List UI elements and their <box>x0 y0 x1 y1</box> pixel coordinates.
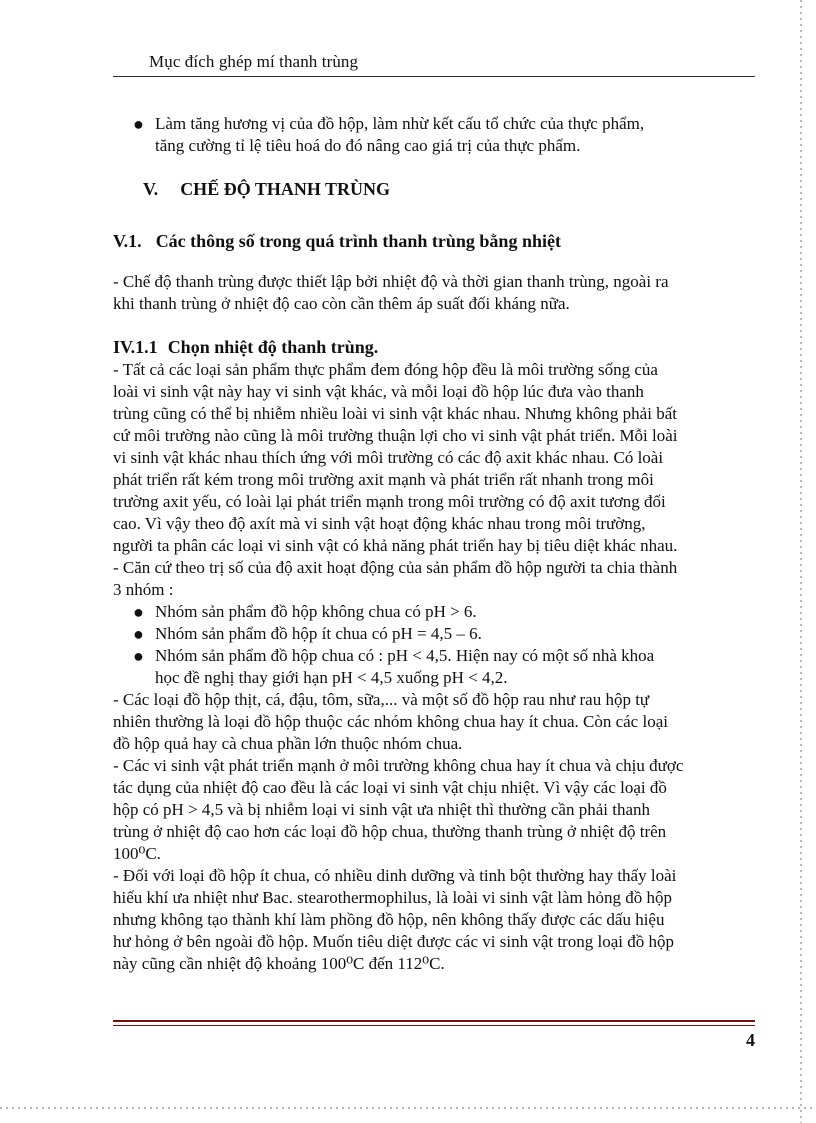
paragraph-line: đồ hộp quả hay cà chua phần lớn thuộc nhóm chua. <box>113 734 463 753</box>
footer-rule-bottom <box>113 1025 755 1026</box>
paragraph-line: tác dụng của nhiệt độ cao đều là các loại vi sinh vật chịu nhiệt. Vì vậy các loại đồ <box>113 778 667 797</box>
paragraph-line: - Đối với loại đồ hộp ít chua, có nhiều dinh dưỡng và tinh bột thường hay thấy loài <box>113 866 677 885</box>
paragraph-line: nhiên thường là loại đồ hộp thuộc các nhóm không chua hay ít chua. Còn các loại <box>113 712 668 731</box>
paragraph-3 <box>113 689 755 975</box>
header-rule <box>113 76 755 77</box>
group-line: Nhóm sản phẩm đồ hộp không chua có pH > 6. <box>155 602 477 621</box>
paragraph-line: trùng cũng có thể bị nhiễm nhiều loài vi sinh vật khác nhau. Nhưng không phải bất <box>113 404 677 423</box>
group-line: học đề nghị thay giới hạn pH < 4,5 xuống pH < 4,2. <box>155 668 508 687</box>
page-content <box>113 113 755 975</box>
bullet-icon: ● <box>133 602 144 622</box>
paragraph-line: - Tất cả các loại sản phẩm thực phẩm đem đóng hộp đều là môi trường sống của <box>113 360 658 379</box>
paragraph-line: 100⁰C. <box>113 844 161 863</box>
bullet-icon: ● <box>133 646 144 666</box>
paragraph-line: cao. Vì vậy theo độ axít mà vi sinh vật hoạt động khác nhau trong môi trường, <box>113 514 646 533</box>
page-number: 4 <box>746 1030 755 1050</box>
subsection-number: IV.1.1 <box>113 337 158 357</box>
paragraph-line: phát triển rất kém trong môi trường axit mạnh và phát triển rất nhanh trong môi <box>113 470 654 489</box>
subsection-title: Chọn nhiệt độ thanh trùng. <box>167 337 379 357</box>
paragraph-line: 3 nhóm : <box>113 580 174 599</box>
paragraph-line: hộp có pH > 4,5 và bị nhiễm loại vi sinh vật ưa nhiệt thì thường cần phải thanh <box>113 800 650 819</box>
paragraph-line: trùng ở nhiệt độ cao hơn các loại đồ hộp chua, thường thanh trùng ở nhiệt độ trên <box>113 822 667 841</box>
page-border-right <box>800 0 802 1123</box>
bullet-icon: ● <box>133 624 144 644</box>
section-v1-number: V.1. <box>113 231 142 251</box>
paragraph-line: hiếu khí ưa nhiệt như Bac. stearothermophilus, là loài vi sinh vật làm hỏng đồ hộp <box>113 888 673 907</box>
group-list-item <box>113 601 755 623</box>
section-v-number: V. <box>143 179 159 199</box>
group-list-item <box>113 623 755 645</box>
paragraph-line: trường axit yếu, có loài lại phát triển mạnh trong môi trường có độ axit tương đối <box>113 492 666 511</box>
paragraph-line: - Căn cứ theo trị số của độ axit hoạt động của sản phẩm đồ hộp người ta chia thành <box>113 558 678 577</box>
group-list-item <box>113 645 755 689</box>
section-v-title: CHẾ ĐỘ THANH TRÙNG <box>180 179 391 199</box>
group-line: Nhóm sản phẩm đồ hộp ít chua có pH = 4,5 – 6. <box>155 624 482 643</box>
paragraph-line: vi sinh vật khác nhau thích ứng với môi trường có các độ axit khác nhau. Có loài <box>113 448 664 467</box>
intro-bullet <box>113 113 755 157</box>
paragraph-line: khi thanh trùng ở nhiệt độ cao còn cần thêm áp suất đối kháng nữa. <box>113 294 570 313</box>
intro-bullet-text <box>155 113 755 157</box>
group-line: Nhóm sản phẩm đồ hộp chua có : pH < 4,5. Hiện nay có một số nhà khoa <box>155 646 655 665</box>
intro-bullet-line: tăng cường tỉ lệ tiêu hoá do đó nâng cao giá trị của thực phẩm. <box>155 136 581 155</box>
section-v-heading <box>143 177 755 201</box>
section-v1-title: Các thông số trong quá trình thanh trùng bằng nhiệt <box>155 231 561 251</box>
page-border-bottom <box>0 1107 816 1109</box>
subsection-heading <box>113 335 755 359</box>
paragraph-line: - Các loại đồ hộp thịt, cá, đậu, tôm, sữa,... và một số đồ hộp rau như rau hộp tự <box>113 690 650 709</box>
paragraph-2 <box>113 359 755 601</box>
paragraph-line: cứ môi trường nào cũng là môi trường thuận lợi cho vi sinh vật phát triển. Mỗi loài <box>113 426 678 445</box>
paragraph-line: - Chế độ thanh trùng được thiết lập bởi nhiệt độ và thời gian thanh trùng, ngoài ra <box>113 272 669 291</box>
section-v1-heading <box>113 229 755 253</box>
footer-rule-top <box>113 1020 755 1022</box>
intro-bullet-line: Làm tăng hương vị của đồ hộp, làm nhừ kết cấu tổ chức của thực phẩm, <box>155 114 645 133</box>
header-title: Mục đích ghép mí thanh trùng <box>149 52 359 71</box>
bullet-icon: ● <box>133 114 144 134</box>
paragraph-line: - Các vi sinh vật phát triển mạnh ở môi trường không chua hay ít chua và chịu được <box>113 756 684 775</box>
paragraph-line: nhưng không tạo thành khí làm phồng đồ hộp, nên không thấy được các dấu hiệu <box>113 910 665 929</box>
paragraph-line: loài vi sinh vật này hay vi sinh vật khác, và mỗi loại đồ hộp lúc đưa vào thanh <box>113 382 644 401</box>
paragraph-1 <box>113 271 755 315</box>
paragraph-line: hư hỏng ở bên ngoài đồ hộp. Muốn tiêu diệt được các vi sinh vật trong loại đồ hộp <box>113 932 674 951</box>
paragraph-line: này cũng cần nhiệt độ khoảng 100⁰C đến 112⁰C. <box>113 954 445 973</box>
paragraph-line: người ta phân các loại vi sinh vật có khả năng phát triển hay bị tiêu diệt khác nhau. <box>113 536 678 555</box>
